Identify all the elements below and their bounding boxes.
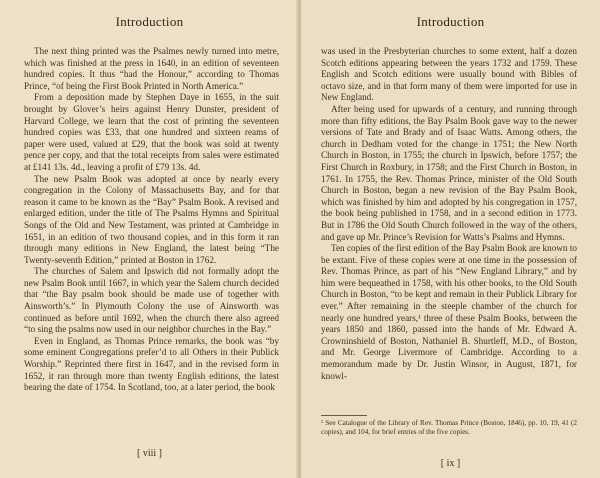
paragraph: Even in England, as Thomas Prince remarks, the book was “by some eminent Congregations prefer’d to all Others in their Publick Worship.” Reprinted there first in 1647, and in the revised form in 1652, it ran through more than twenty English editions, the latest bearing the date of 1754. In Scotland, too, at a later period, the book <box>24 335 279 393</box>
right-page <box>301 0 600 478</box>
left-page-body <box>24 46 279 394</box>
left-page <box>0 0 299 478</box>
paragraph: was used in the Presbyterian churches to some extent, half a dozen Scotch editions appearing between the years 1732 and 1759. These English and Scotch editions were usually bound with Bibles of octavo size, and in that form many of them were imported for use in New England. <box>321 46 577 103</box>
footnote: ¹ See Catalogue of the Library of Rev. Thomas Prince (Boston, 1846), pp. 10, 19, 41 (2 copies), and 104, for brief entries of the five copies. <box>321 419 577 436</box>
paragraph: Ten copies of the first edition of the Bay Psalm Book are known to be extant. Five of these copies were at one time in the possession of Rev. Thomas Prince, as part of his “New England Library,” and by him were bequeathed in 1758, with his other books, to the Old South Church in Boston, “to be kept and remain in their Publick Library for ever.” After remaining in the steeple chamber of the church for nearly one hundred years,¹ three of these Psalm Books, between the years 1850 and 1860, passed into the hands of Mr. Edward A. Crowninshield of Boston, Nathaniel B. Shurtleff, M.D., of Boston, and Mr. George Livermore of Cambridge. According to a memorandum made by Dr. Justin Winsor, in August, 1871, for knowl- <box>321 243 577 381</box>
running-head-left: Introduction <box>115 14 184 29</box>
footnote-rule <box>321 415 367 416</box>
right-page-body <box>321 46 577 382</box>
page-number-left: [ viii ] <box>137 448 162 459</box>
paragraph: From a deposition made by Stephen Daye in 1655, in the suit brought by Glover’s heirs against Henry Dunster, president of Harvard College, we learn that the cost of printing the seventeen hundred copies was £33, that one hundred and sixteen reams of paper were used, valued at £29, that the book was sold at twenty pence per copy, and that the total receipts from sales were estimated at £141 13s. 4d., leaving a profit of £79 13s. 4d. <box>24 92 279 172</box>
paragraph: The next thing printed was the Psalmes newly turned into metre, which was finished at the press in 1640, in an edition of seventeen hundred copies. It thus “had the Honour,” according to Thomas Prince, “of being the First Book Printed in North America.” <box>24 46 279 91</box>
page-number-right: [ ix ] <box>440 458 461 469</box>
paragraph: After being used for upwards of a century, and running through more than fifty editions, the Bay Psalm Book gave way to the newer versions of Tate and Brady and of Isaac Watts. Among others, the church in Dedham voted for the change in 1751; the New North Church in Boston, in 1755; the church in Ipswich, before 1757; the First Church in Roxbury, in 1758; and the First Church in Boston, in 1761. In 1755, the Rev. Thomas Prince, minister of the Old South Church in Boston, began a new revision of the Bay Psalm Book, which was finished by him and adopted by his congregation in 1757, the book being published in 1758, and in a second edition in 1773. But in 1786 the Old South Church followed in the way of the others, and gave up Mr. Prince’s Revision for Watts’s Psalms and Hymns. <box>321 103 577 242</box>
paragraph: The new Psalm Book was adopted at once by nearly every congregation in the Colony of Massachusetts Bay, and for that reason it came to be known as the “Bay” Psalm Book. A revised and enlarged edition, under the title of The Psalms Hymns and Spiritual Songs of the Old and New Testament, was printed at Cambridge in 1651, in an edition of two thousand copies, and in this form it ran through many editions in New England, the latest being “The Twenty-seventh Edition,” printed at Boston in 1762. <box>24 173 279 265</box>
running-head-right: Introduction <box>416 14 485 29</box>
paragraph: The churches of Salem and Ipswich did not formally adopt the new Psalm Book until 1667, in which year the Salem church decided that “the Bay psalm book should be made use of together with Ainsworth’s.” In Plymouth Colony the use of Ainsworth was continued as before until 1692, when the church there also agreed “to sing the psalms now used in our neighbor churches in the Bay.” <box>24 266 279 335</box>
